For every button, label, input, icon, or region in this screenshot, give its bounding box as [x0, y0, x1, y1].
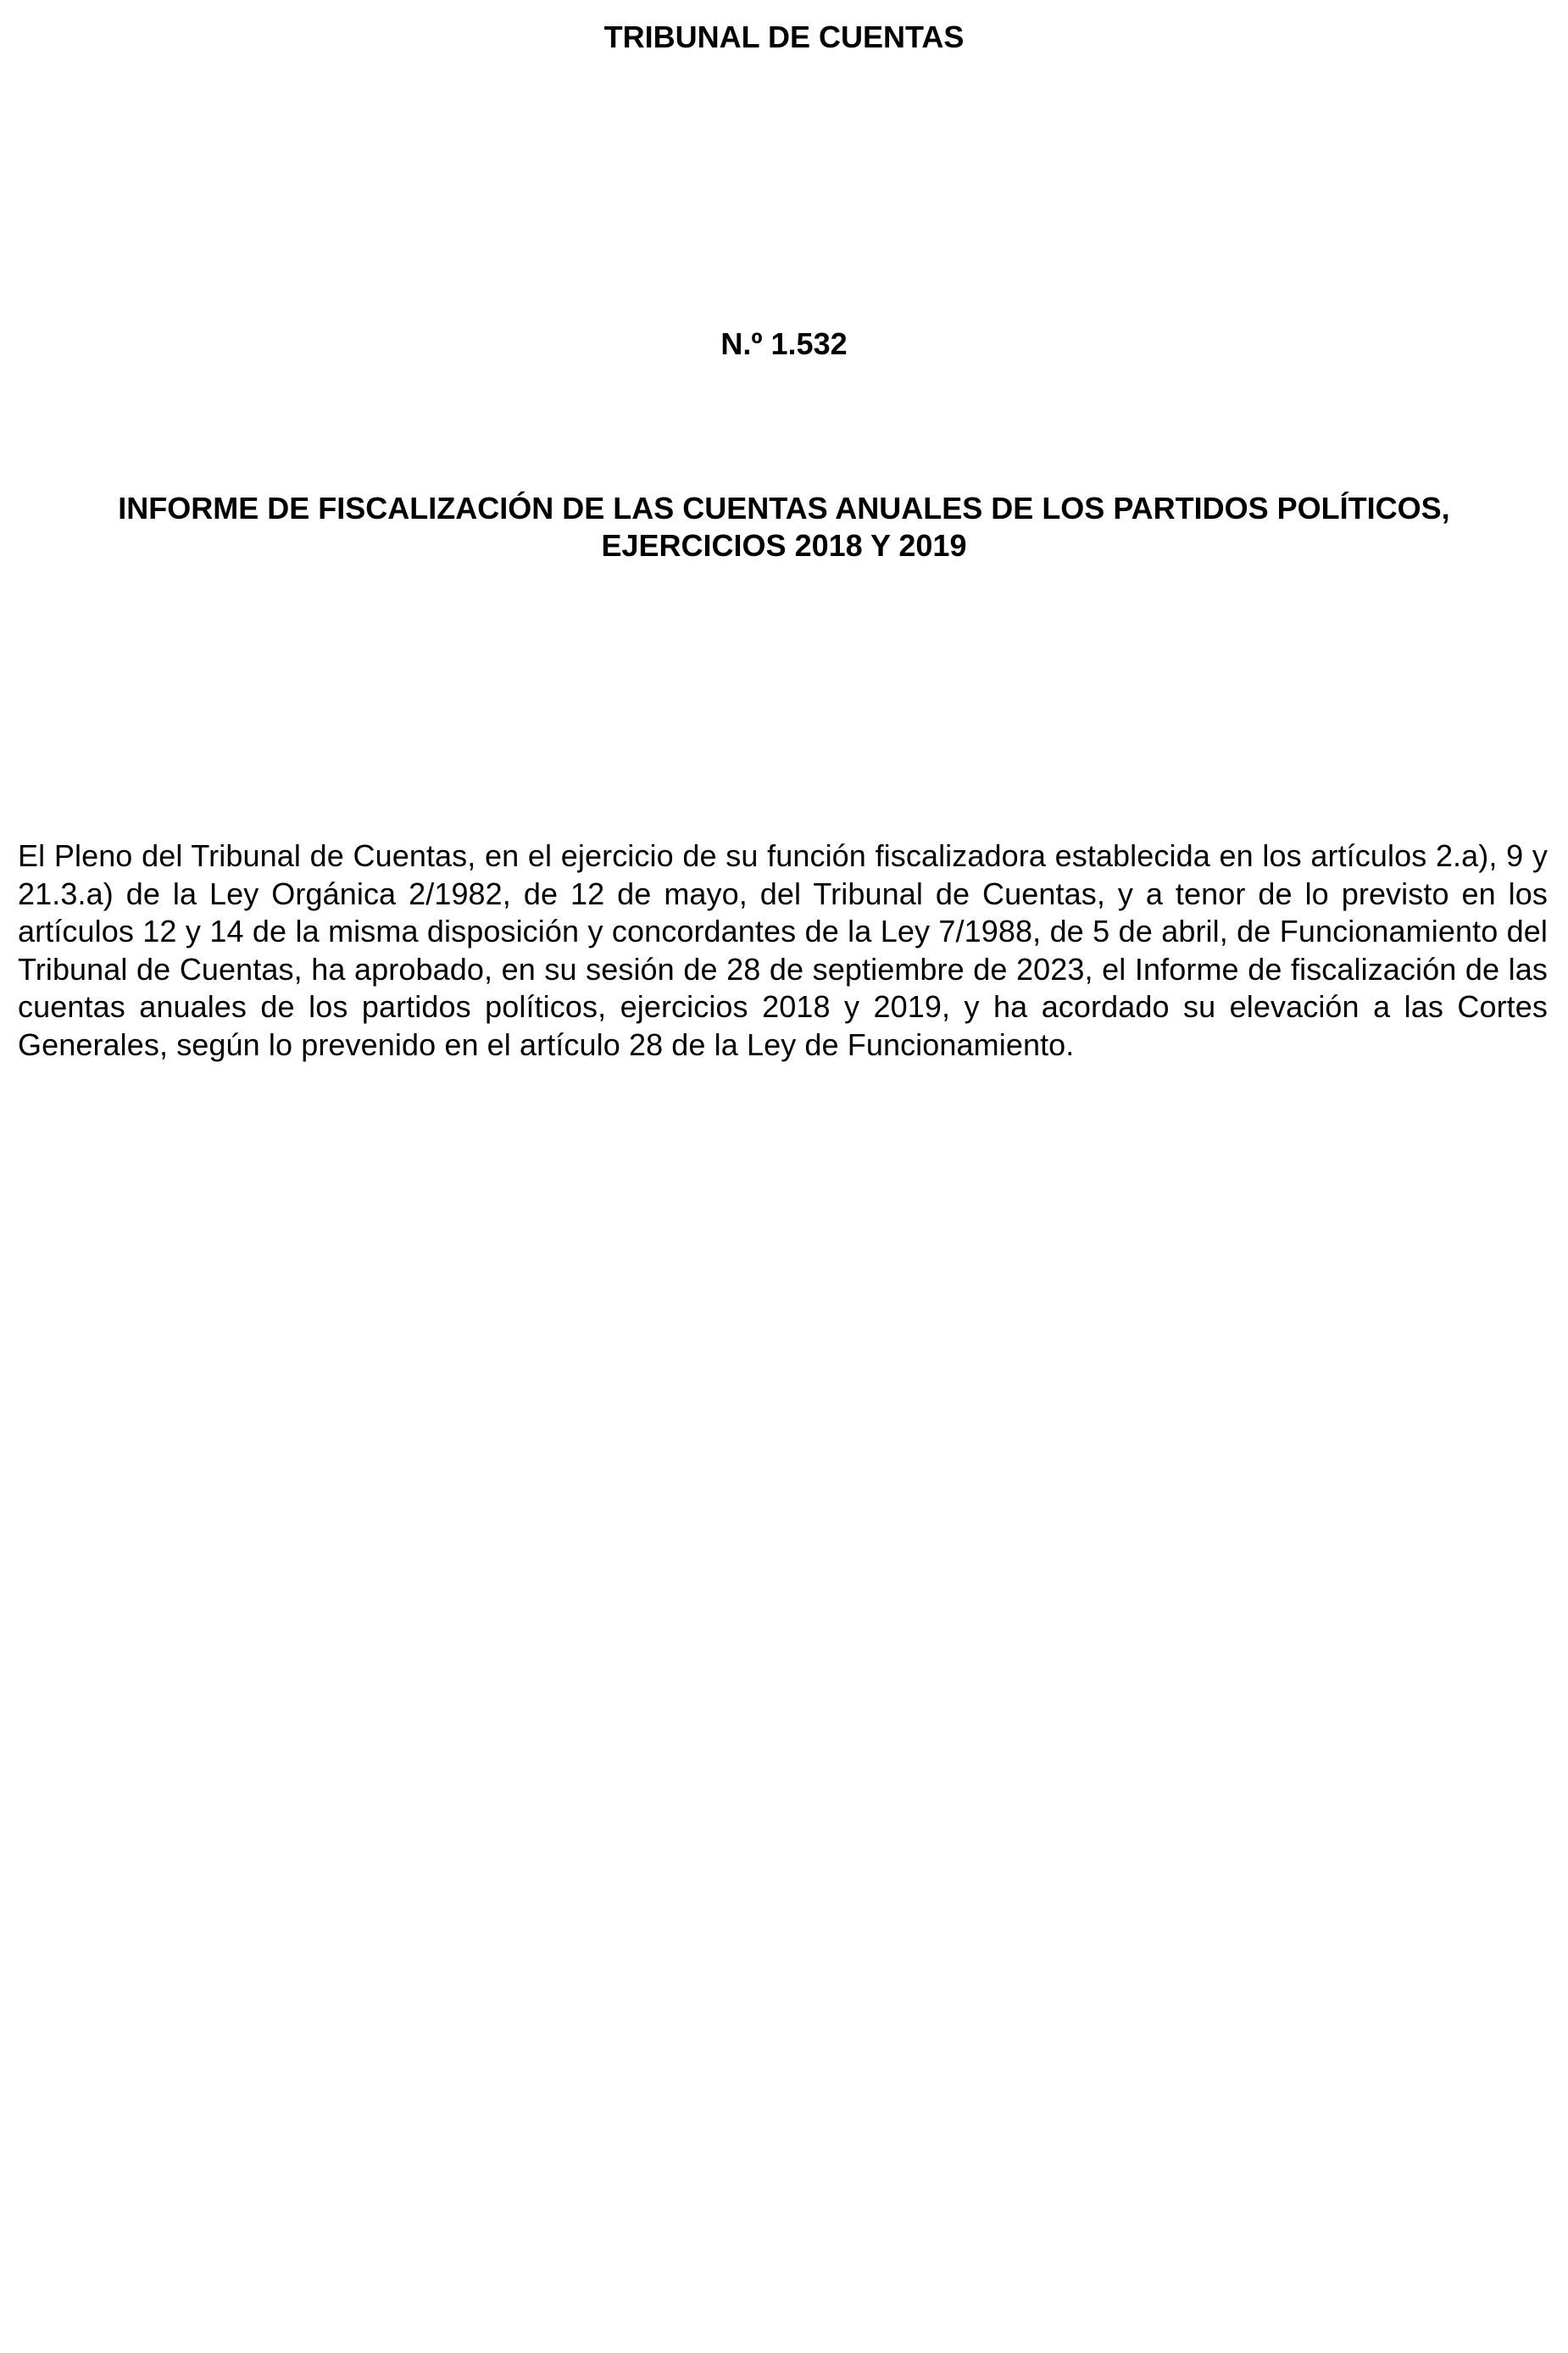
institution-heading: TRIBUNAL DE CUENTAS	[603, 19, 965, 54]
report-title-line-2: EJERCICIOS 2018 Y 2019	[601, 528, 967, 563]
approval-paragraph: El Pleno del Tribunal de Cuentas, en el ejercicio de su función fiscalizadora establecida en los artículos 2.a), 9 y 21.3.a) de la Ley Orgánica 2/1982, de 12 de mayo, del Tribunal de Cuentas, y a tenor de lo previsto en los artículos 12 y 14 de la misma disposición y concordantes de la Ley 7/1988, de 5 de abril, de Funcionamiento del Tribunal de Cuentas, ha aprobado, en su sesión de 28 de septiembre de 2023, el Informe de fiscalización de las cuentas anuales de los partidos políticos, ejercicios 2018 y 2019, y ha acordado su elevación a las Cortes Generales, según lo prevenido en el artículo 28 de la Ley de Funcionamiento.	[18, 838, 1548, 1062]
report-title-line-1: INFORME DE FISCALIZACIÓN DE LAS CUENTAS ANUALES DE LOS PARTIDOS POLÍTICOS,	[118, 491, 1450, 526]
report-title	[0, 490, 1568, 565]
report-number: N.º 1.532	[720, 326, 848, 361]
